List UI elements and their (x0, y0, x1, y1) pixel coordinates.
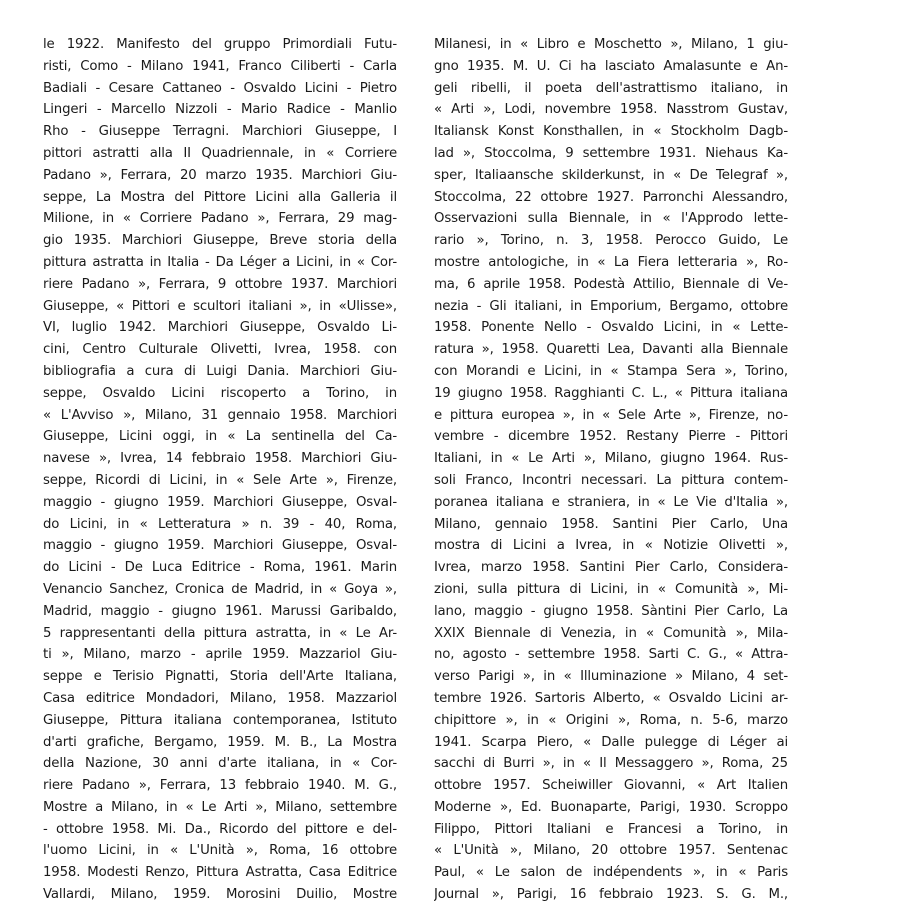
left-column (43, 34, 397, 906)
left-column-line: - ottobre 1958. Mi. Da., Ricordo del pittore e del- (43, 821, 397, 837)
left-column-line: Giuseppe, Licini oggi, in « La sentinella del Ca- (43, 429, 397, 445)
left-column-line: pittori astratti alla II Quadriennale, in « Corriere (43, 145, 397, 161)
left-column-line: Mostre a Milano, in « Le Arti », Milano, settembre (43, 799, 397, 815)
left-column-line: « L'Avviso », Milano, 31 gennaio 1958. Marchiori (43, 407, 397, 423)
right-column-line: chipittore », in « Origini », Roma, n. 5-6, marzo (434, 712, 788, 728)
left-column-line: pittura astratta in Italia - Da Léger a Licini, in « Cor- (43, 254, 397, 270)
right-column-line: soli Franco, Incontri necessari. La pittura contem- (434, 472, 788, 488)
right-column-line: mostra di Licini a Ivrea, in « Notizie Olivetti », (434, 538, 788, 554)
right-column-line: Milano, gennaio 1958. Santini Pier Carlo, Una (434, 516, 788, 532)
right-column-line: Journal », Parigi, 16 febbraio 1923. S. G. M., (434, 887, 788, 903)
right-column-line: no, agosto - settembre 1958. Sarti C. G., « Attra- (434, 647, 788, 663)
right-column-line: vembre - dicembre 1952. Restany Pierre - Pittori (434, 429, 788, 445)
left-column-line: gio 1935. Marchiori Giuseppe, Breve storia della (43, 233, 397, 249)
left-column-line: Giuseppe, « Pittori e scultori italiani », in «Ulisse», (43, 298, 397, 314)
right-column-line: « L'Unità », Milano, 20 ottobre 1957. Sentenac (434, 843, 788, 859)
left-column-line: d'arti grafiche, Bergamo, 1959. M. B., La Mostra (43, 734, 397, 750)
left-column-line: navese », Ivrea, 14 febbraio 1958. Marchiori Giu- (43, 451, 397, 467)
left-column-line: do Licini - De Luca Editrice - Roma, 1961. Marin (43, 560, 397, 576)
left-column-line: risti, Como - Milano 1941, Franco Ciliberti - Carla (43, 58, 397, 74)
right-column-line: ratura », 1958. Quaretti Lea, Davanti alla Biennale (434, 342, 788, 358)
right-column (434, 34, 788, 906)
left-column-line: VI, luglio 1942. Marchiori Giuseppe, Osvaldo Li- (43, 320, 397, 336)
right-column-line: Filippo, Pittori Italiani e Francesi a Torino, in (434, 821, 788, 837)
left-column-line: ti », Milano, marzo - aprile 1959. Mazzariol Giu- (43, 647, 397, 663)
left-column-line: Venancio Sanchez, Cronica de Madrid, in « Goya », (43, 581, 397, 597)
left-column-line: seppe, Ricordi di Licini, in « Sele Arte », Firenze, (43, 472, 397, 488)
left-column-line: Vallardi, Milano, 1959. Morosini Duilio, Mostre (43, 887, 397, 903)
left-column-line: Badiali - Cesare Cattaneo - Osvaldo Licini - Pietro (43, 80, 397, 96)
left-column-line: della Nazione, 30 anni d'arte italiana, in « Cor- (43, 756, 397, 772)
right-column-line: Moderne », Ed. Buonaparte, Parigi, 1930. Scroppo (434, 799, 788, 815)
right-column-line: gno 1935. M. U. Ci ha lasciato Amalasunte e An- (434, 58, 788, 74)
right-column-line: Ivrea, marzo 1958. Santini Pier Carlo, Considera- (434, 560, 788, 576)
right-column-line: Milanesi, in « Libro e Moschetto », Milano, 1 giu- (434, 37, 788, 52)
right-column-line: zioni, sulla pittura di Licini, in « Comunità », Mi- (434, 581, 788, 597)
right-column-line: e pittura europea », in « Sele Arte », Firenze, no- (434, 407, 788, 423)
right-column-line: nezia - Gli italiani, in Emporium, Bergamo, ottobre (434, 298, 788, 314)
right-column-line: rario », Torino, n. 3, 1958. Perocco Guido, Le (434, 233, 788, 249)
left-column-line: riere Padano », Ferrara, 13 febbraio 1940. M. G., (43, 778, 397, 794)
left-column-line: le 1922. Manifesto del gruppo Primordiali Futu- (43, 37, 397, 52)
right-column-line: lano, maggio - giugno 1958. Sàntini Pier Carlo, La (434, 603, 788, 619)
left-column-line: seppe, La Mostra del Pittore Licini alla Galleria il (43, 189, 397, 205)
right-column-line: Paul, « Le salon de indépendents », in « Paris (434, 865, 788, 881)
left-column-line: cini, Centro Culturale Olivetti, Ivrea, 1958. con (43, 342, 397, 358)
right-column-line: mostre antologiche, in « La Fiera letteraria », Ro- (434, 254, 788, 270)
right-column-line: XXIX Biennale di Venezia, in « Comunità », Mila- (434, 625, 788, 641)
right-column-line: con Morandi e Licini, in « Stampa Sera », Torino, (434, 363, 788, 379)
left-column-line: Casa editrice Mondadori, Milano, 1958. Mazzariol (43, 690, 397, 706)
right-column-line: lad », Stoccolma, 9 settembre 1931. Niehaus Ka- (434, 145, 788, 161)
left-column-line: seppe e Terisio Pignatti, Storia dell'Arte Italiana, (43, 669, 397, 685)
left-column-line: Giuseppe, Pittura italiana contemporanea, Istituto (43, 712, 397, 728)
right-column-line: ottobre 1957. Scheiwiller Giovanni, « Art Italien (434, 778, 788, 794)
right-column-line: Italiani, in « Le Arti », Milano, giugno 1964. Rus- (434, 451, 788, 467)
left-column-line: Lingeri - Marcello Nizzoli - Mario Radice - Manlio (43, 102, 397, 118)
right-column-line: sper, Italiaansche skilderkunst, in « De Telegraf », (434, 167, 788, 183)
right-column-line: poranea italiana e straniera, in « Le Vie d'Italia », (434, 494, 788, 510)
right-column-line: sacchi di Burri », in « Il Messaggero », Roma, 25 (434, 756, 788, 772)
right-column-line: Osservazioni sulla Biennale, in « l'Approdo lette- (434, 211, 788, 227)
right-column-line: Stoccolma, 22 ottobre 1927. Parronchi Alessandro, (434, 189, 788, 205)
left-column-line: maggio - giugno 1959. Marchiori Giuseppe, Osval- (43, 494, 397, 510)
left-column-line: Madrid, maggio - giugno 1961. Marussi Garibaldo, (43, 603, 397, 619)
right-column-line: 19 giugno 1958. Ragghianti C. L., « Pittura italiana (434, 385, 788, 401)
left-column-line: Milione, in « Corriere Padano », Ferrara, 29 mag- (43, 211, 397, 227)
left-column-line: Padano », Ferrara, 20 marzo 1935. Marchiori Giu- (43, 167, 397, 183)
left-column-line: l'uomo Licini, in « L'Unità », Roma, 16 ottobre (43, 843, 397, 859)
left-column-line: riere Padano », Ferrara, 9 ottobre 1937. Marchiori (43, 276, 397, 292)
right-column-line: ma, 6 aprile 1958. Podestà Attilio, Biennale di Ve- (434, 276, 788, 292)
right-column-line: 1941. Scarpa Piero, « Dalle pulegge di Léger ai (434, 734, 788, 750)
right-column-line: tembre 1926. Sartoris Alberto, « Osvaldo Licini ar- (434, 690, 788, 706)
right-column-line: « Arti », Lodi, novembre 1958. Nasstrom Gustav, (434, 102, 788, 118)
left-column-line: do Licini, in « Letteratura » n. 39 - 40, Roma, (43, 516, 397, 532)
left-column-line: Rho - Giuseppe Terragni. Marchiori Giuseppe, I (43, 124, 397, 140)
left-column-line: 1958. Modesti Renzo, Pittura Astratta, Casa Editrice (43, 865, 397, 881)
left-column-line: 5 rappresentanti della pittura astratta, in « Le Ar- (43, 625, 397, 641)
left-column-line: bibliografia a cura di Luigi Dania. Marchiori Giu- (43, 363, 397, 379)
left-column-line: maggio - giugno 1959. Marchiori Giuseppe, Osval- (43, 538, 397, 554)
left-column-line: seppe, Osvaldo Licini riscoperto a Torino, in (43, 385, 397, 401)
right-column-line: Italiansk Konst Konsthallen, in « Stockholm Dagb- (434, 124, 788, 140)
right-column-line: geli ribelli, il poeta dell'astrattismo italiano, in (434, 80, 788, 96)
right-column-line: verso Parigi », in « Illuminazione » Milano, 4 set- (434, 669, 788, 685)
right-column-line: 1958. Ponente Nello - Osvaldo Licini, in « Lette- (434, 320, 788, 336)
